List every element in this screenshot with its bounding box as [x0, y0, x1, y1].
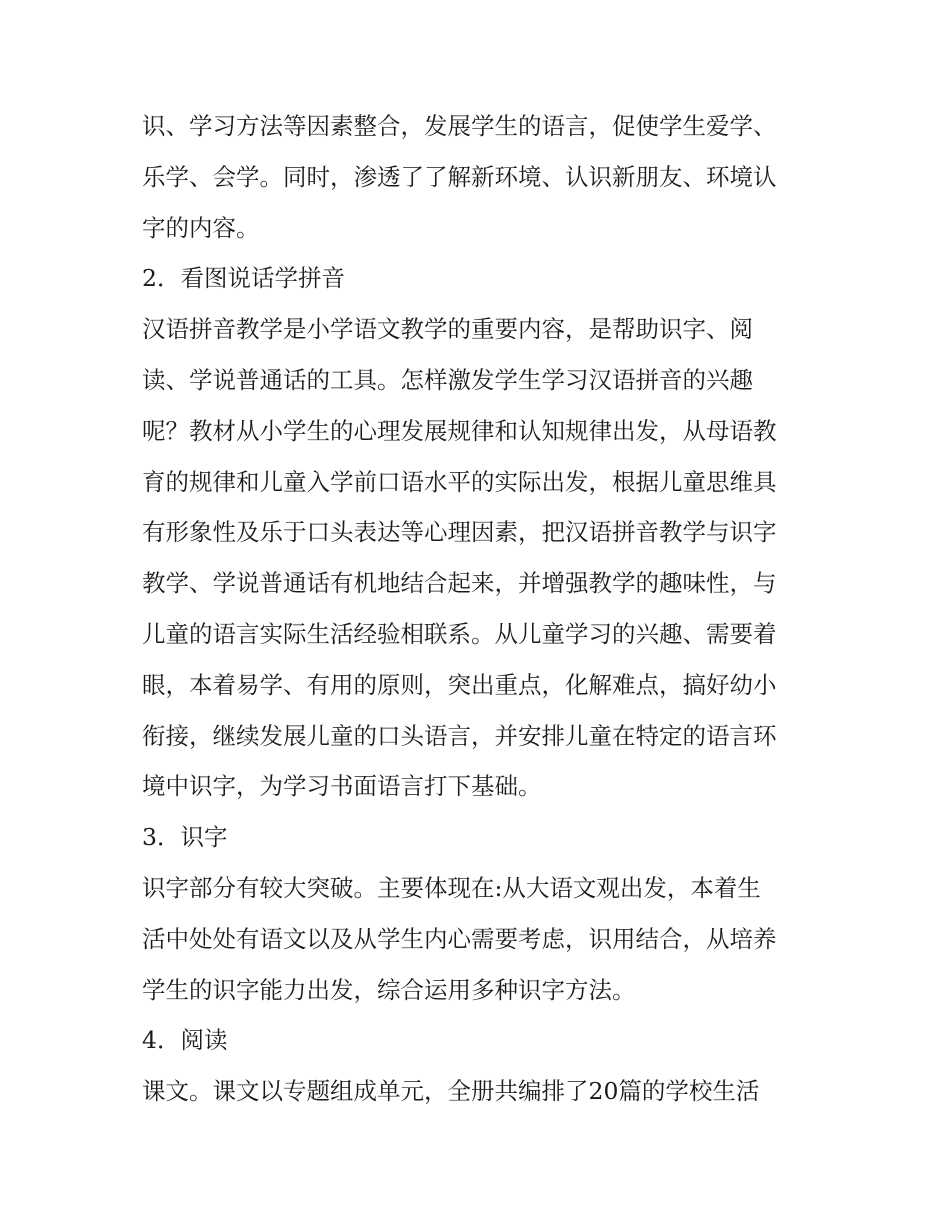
text-line: 读、学说普通话的工具。怎样激发学生学习汉语拼音的兴趣 — [142, 365, 753, 394]
text-line: 儿童的语言实际生活经验相联系。从儿童学习的兴趣、需要着 — [142, 619, 777, 648]
text-line: 课文。课文以专题组成单元，全册共编排了20篇的学校生活 — [142, 1077, 760, 1106]
text-line: 眼，本着易学、有用的原则，突出重点，化解难点，搞好幼小 — [142, 670, 777, 699]
text-line: 字的内容。 — [142, 213, 260, 242]
text-line: 识字部分有较大突破。主要体现在:从大语文观出发，本着生 — [142, 873, 761, 902]
text-line: 呢？教材从小学生的心理发展规律和认知规律出发，从母语教 — [142, 416, 777, 445]
body-text — [142, 101, 822, 1117]
text-line: 识、学习方法等因素整合，发展学生的语言，促使学生爱学、 — [142, 112, 777, 140]
text-line: 汉语拼音教学是小学语文教学的重要内容，是帮助识字、阅 — [142, 315, 753, 344]
text-line: 育的规律和儿童入学前口语水平的实际出发，根据儿童思维具 — [142, 467, 777, 496]
text-line: 衔接，继续发展儿童的口头语言，并安排儿童在特定的语言环 — [142, 721, 777, 750]
text-line: 境中识字，为学习书面语言打下基础。 — [142, 772, 542, 801]
text-line: 学生的识字能力出发，综合运用多种识字方法。 — [142, 975, 636, 1004]
section-heading-reading: 4．阅读 — [142, 1026, 228, 1055]
text-line: 有形象性及乐于口头表达等心理因素，把汉语拼音教学与识字 — [142, 518, 777, 547]
text-line: 乐学、会学。同时，渗透了了解新环境、认识新朋友、环境认 — [142, 162, 777, 191]
section-heading-literacy: 3．识字 — [142, 823, 228, 852]
text-line: 教学、学说普通话有机地结合起来，并增强教学的趣味性，与 — [142, 569, 777, 598]
text-line: 活中处处有语文以及从学生内心需要考虑，识用结合，从培养 — [142, 924, 777, 953]
section-heading-pinyin: 2．看图说话学拼音 — [142, 264, 345, 293]
